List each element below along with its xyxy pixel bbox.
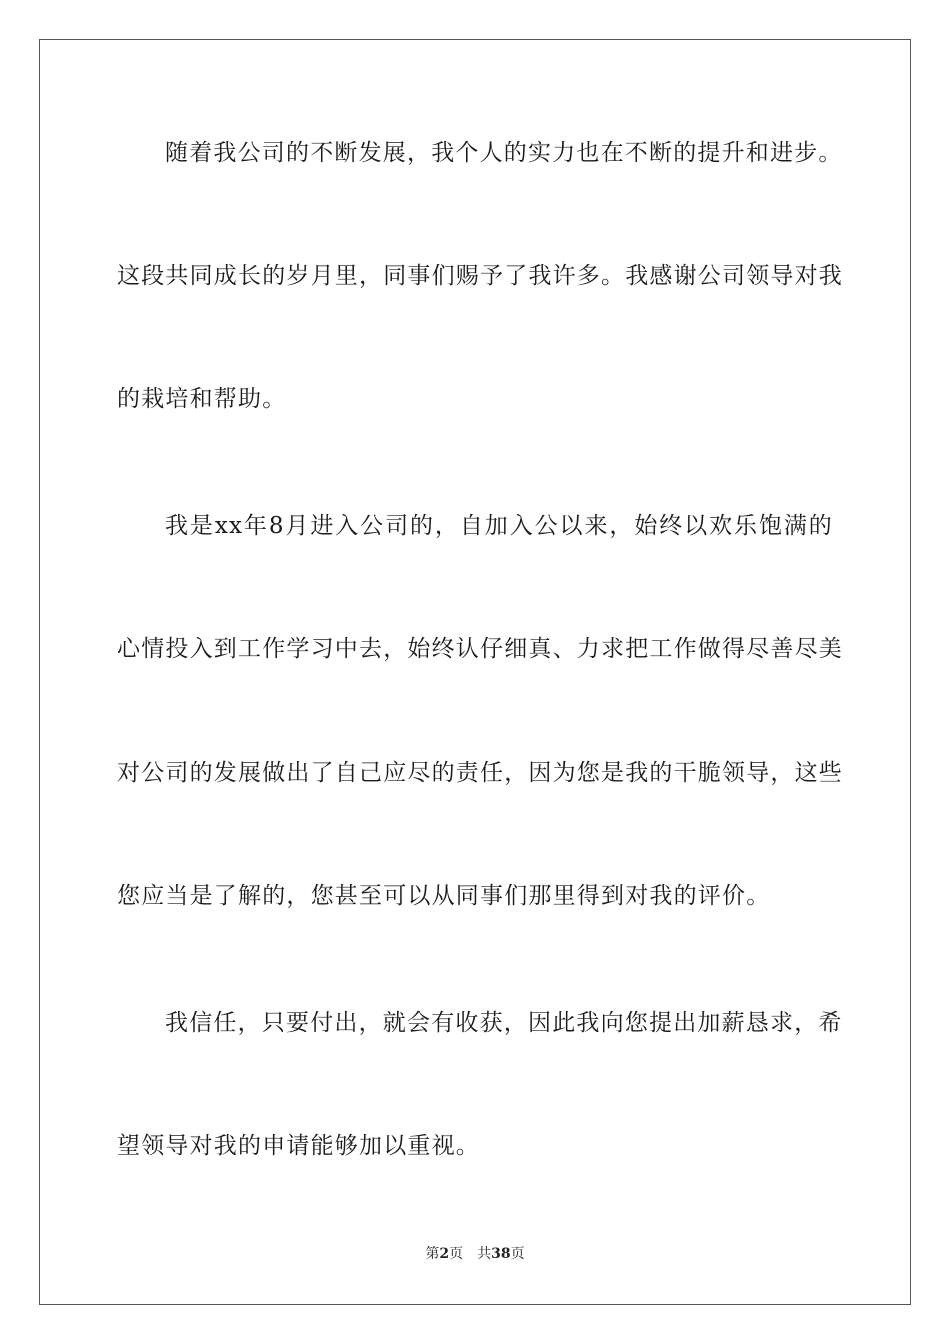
page-frame — [39, 39, 911, 1305]
paragraph-1-line-3: 的栽培和帮助。 — [117, 386, 287, 412]
footer-total-suffix: 页 — [510, 1246, 525, 1262]
footer-total-prefix: 共 — [477, 1246, 492, 1262]
paragraph-2-line-2: 心情投入到工作学习中去，始终认仔细真、力求把工作做得尽善尽美 — [117, 636, 843, 662]
footer-page-number: 2 — [439, 1246, 450, 1262]
paragraph-1-line-2: 这段共同成长的岁月里，同事们赐予了我许多。我感谢公司领导对我 — [117, 263, 843, 289]
footer-page-prefix: 第 — [425, 1246, 440, 1262]
footer-total-pages: 38 — [491, 1246, 511, 1262]
paragraph-3-line-1: 我信任，只要付出，就会有收获，因此我向您提出加薪恳求，希 — [165, 1010, 843, 1036]
footer-page-suffix: 页 — [449, 1246, 464, 1262]
paragraph-1-line-1: 随着我公司的不断发展，我个人的实力也在不断的提升和进步。 — [165, 140, 843, 166]
paragraph-2-line-1: 我是xx年8月进入公司的，自加入公以来，始终以欢乐饱满的 — [165, 513, 833, 539]
paragraph-2-line-4: 您应当是了解的，您甚至可以从同事们那里得到对我的评价。 — [117, 883, 771, 909]
paragraph-3-line-2: 望领导对我的申请能够加以重视。 — [117, 1133, 480, 1159]
page-footer — [0, 1245, 950, 1263]
paragraph-2-line-3: 对公司的发展做出了自己应尽的责任，因为您是我的干脆领导，这些 — [117, 760, 843, 786]
